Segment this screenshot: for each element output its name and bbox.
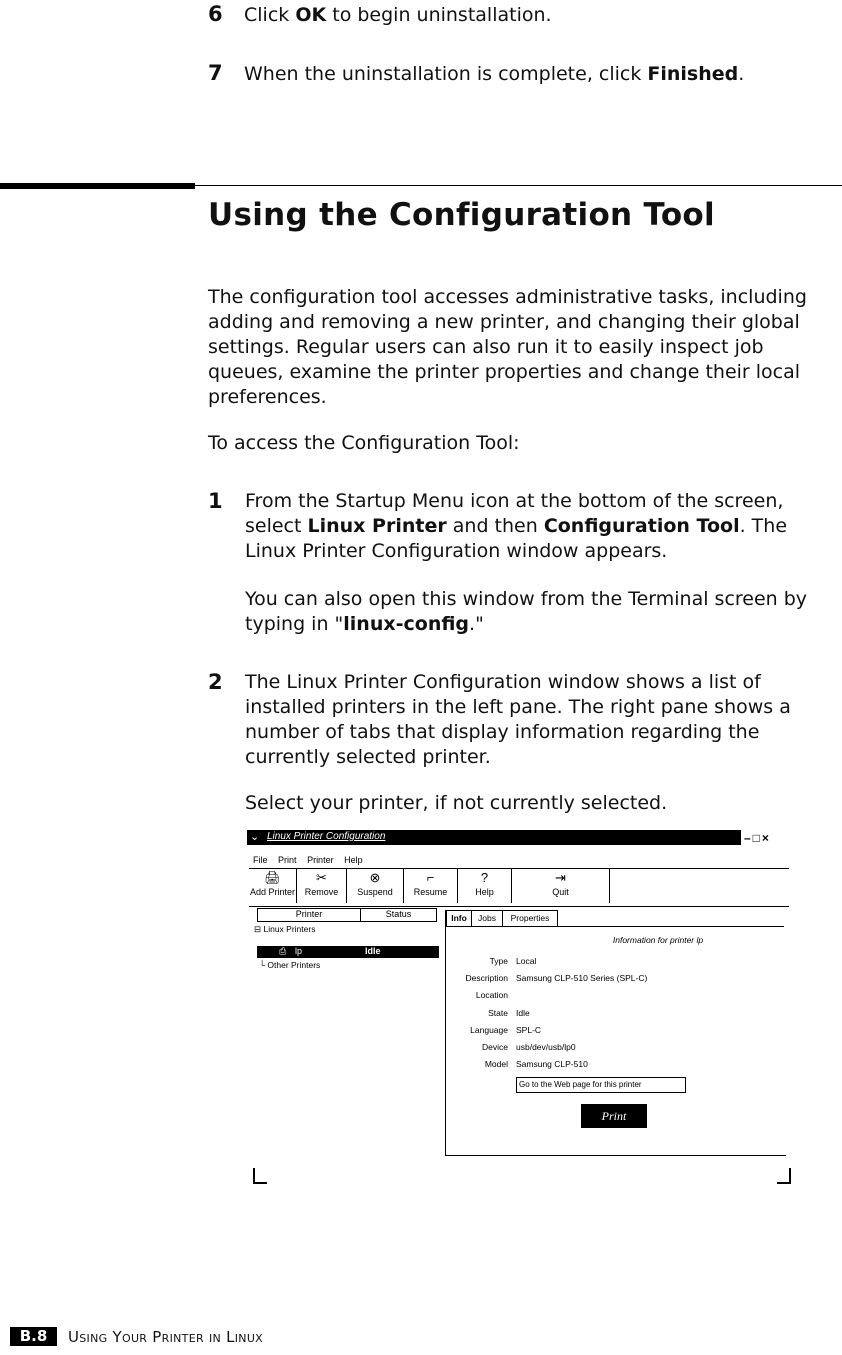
field-value: Samsung CLP-510 Series (SPL-C) xyxy=(516,973,648,983)
section-heading: Using the Configuration Tool xyxy=(208,197,715,233)
tree-root[interactable]: ⊟ Linux Printers xyxy=(254,924,316,934)
quit-button[interactable]: ⇥ Quit xyxy=(512,869,610,903)
step-subtext: You can also open this window from the Terminal screen by typing in "linux-config." xyxy=(245,588,808,635)
config-window-screenshot xyxy=(247,830,797,1182)
footer-title: Using Your Printer in Linux xyxy=(68,1328,264,1346)
field-label: Model xyxy=(484,1059,508,1069)
step-number: 1 xyxy=(208,489,223,513)
resume-button[interactable]: ⌐ Resume xyxy=(404,869,458,903)
tab-jobs[interactable]: Jobs xyxy=(471,910,503,926)
section-rule-thick xyxy=(0,183,195,189)
resume-icon: ⌐ xyxy=(426,870,435,885)
step-number: 2 xyxy=(208,670,223,694)
field-label: Type xyxy=(489,956,508,966)
info-title: Information for printer lp xyxy=(612,935,704,945)
step-text: Click OK to begin uninstallation. xyxy=(244,4,552,26)
field-label: Language xyxy=(470,1025,508,1035)
info-content xyxy=(446,926,784,1154)
add-printer-icon: 🖨 xyxy=(264,870,281,885)
menu-help[interactable]: Help xyxy=(344,855,363,865)
step-subtext: Select your printer, if not currently selected. xyxy=(245,792,668,814)
printer-column-header[interactable]: Printer xyxy=(257,908,361,922)
field-label: State xyxy=(488,1008,508,1018)
window-controls-icon[interactable]: –□× xyxy=(744,831,771,845)
tree-other-printers[interactable]: └ Other Printers xyxy=(259,960,321,970)
menu-bar xyxy=(253,855,371,865)
step-text: The Linux Printer Configuration window shows a list of installed printers in the left pane. The right pane shows a number of tabs that display information regarding the currently selected printer. xyxy=(245,671,791,768)
field-label: Location xyxy=(475,990,508,1000)
field-value: usb/dev/usb/lp0 xyxy=(516,1042,576,1052)
status-column-header[interactable]: Status xyxy=(360,908,437,922)
intro-paragraph: The configuration tool accesses administrative tasks, including adding and removing a new printer, and changing their global settings. Regular users can also run it to easily inspect job queues, examine the printer properties and change their local preferences. xyxy=(208,286,807,408)
printer-row-selected[interactable]: ⎙ lp Idle xyxy=(257,946,439,958)
step-number: 7 xyxy=(208,61,223,85)
step-number: 6 xyxy=(208,2,223,26)
field-value: Samsung CLP-510 xyxy=(516,1059,588,1069)
resize-corner-left xyxy=(253,1168,267,1184)
field-value: Local xyxy=(516,956,537,966)
suspend-icon: ⊗ xyxy=(369,870,381,885)
toolbar xyxy=(249,868,789,907)
field-label: Device xyxy=(482,1042,508,1052)
field-value: SPL-C xyxy=(516,1025,542,1035)
tab-properties[interactable]: Properties xyxy=(502,910,558,926)
field-value: Idle xyxy=(516,1008,530,1018)
print-logo-icon: Print xyxy=(581,1104,647,1128)
suspend-button[interactable]: ⊗ Suspend xyxy=(347,869,404,903)
quit-icon: ⇥ xyxy=(555,870,566,885)
remove-icon: ✂ xyxy=(316,870,327,885)
page-number-badge: B.8 xyxy=(10,1327,57,1346)
section-rule-thin xyxy=(195,185,842,186)
window-menu-icon[interactable]: ⌄ xyxy=(250,831,260,843)
help-icon: ? xyxy=(480,870,489,885)
printer-list-pane xyxy=(249,908,441,1158)
add-printer-button[interactable]: 🖨 Add Printer xyxy=(249,869,297,903)
info-pane xyxy=(445,910,786,1156)
menu-printer[interactable]: Printer xyxy=(307,855,334,865)
window-titlebar xyxy=(247,830,741,845)
window-title: Linux Printer Configuration xyxy=(267,831,386,842)
remove-button[interactable]: ✂ Remove xyxy=(297,869,347,903)
resize-corner-right[interactable] xyxy=(777,1168,791,1184)
menu-print[interactable]: Print xyxy=(278,855,297,865)
help-button[interactable]: ? Help xyxy=(458,869,512,903)
tab-info[interactable]: Info xyxy=(446,910,472,926)
step-text: From the Startup Menu icon at the bottom of the screen, select Linux Printer and then Configuration Tool. The Linux Printer Configuration window appears. xyxy=(245,490,788,562)
menu-file[interactable]: File xyxy=(253,855,268,865)
field-label: Description xyxy=(465,973,508,983)
web-page-button[interactable]: Go to the Web page for this printer xyxy=(516,1077,686,1093)
printer-icon: ⎙ xyxy=(279,946,287,956)
access-line: To access the Configuration Tool: xyxy=(208,432,520,454)
step-text: When the uninstallation is complete, click Finished. xyxy=(244,63,745,85)
